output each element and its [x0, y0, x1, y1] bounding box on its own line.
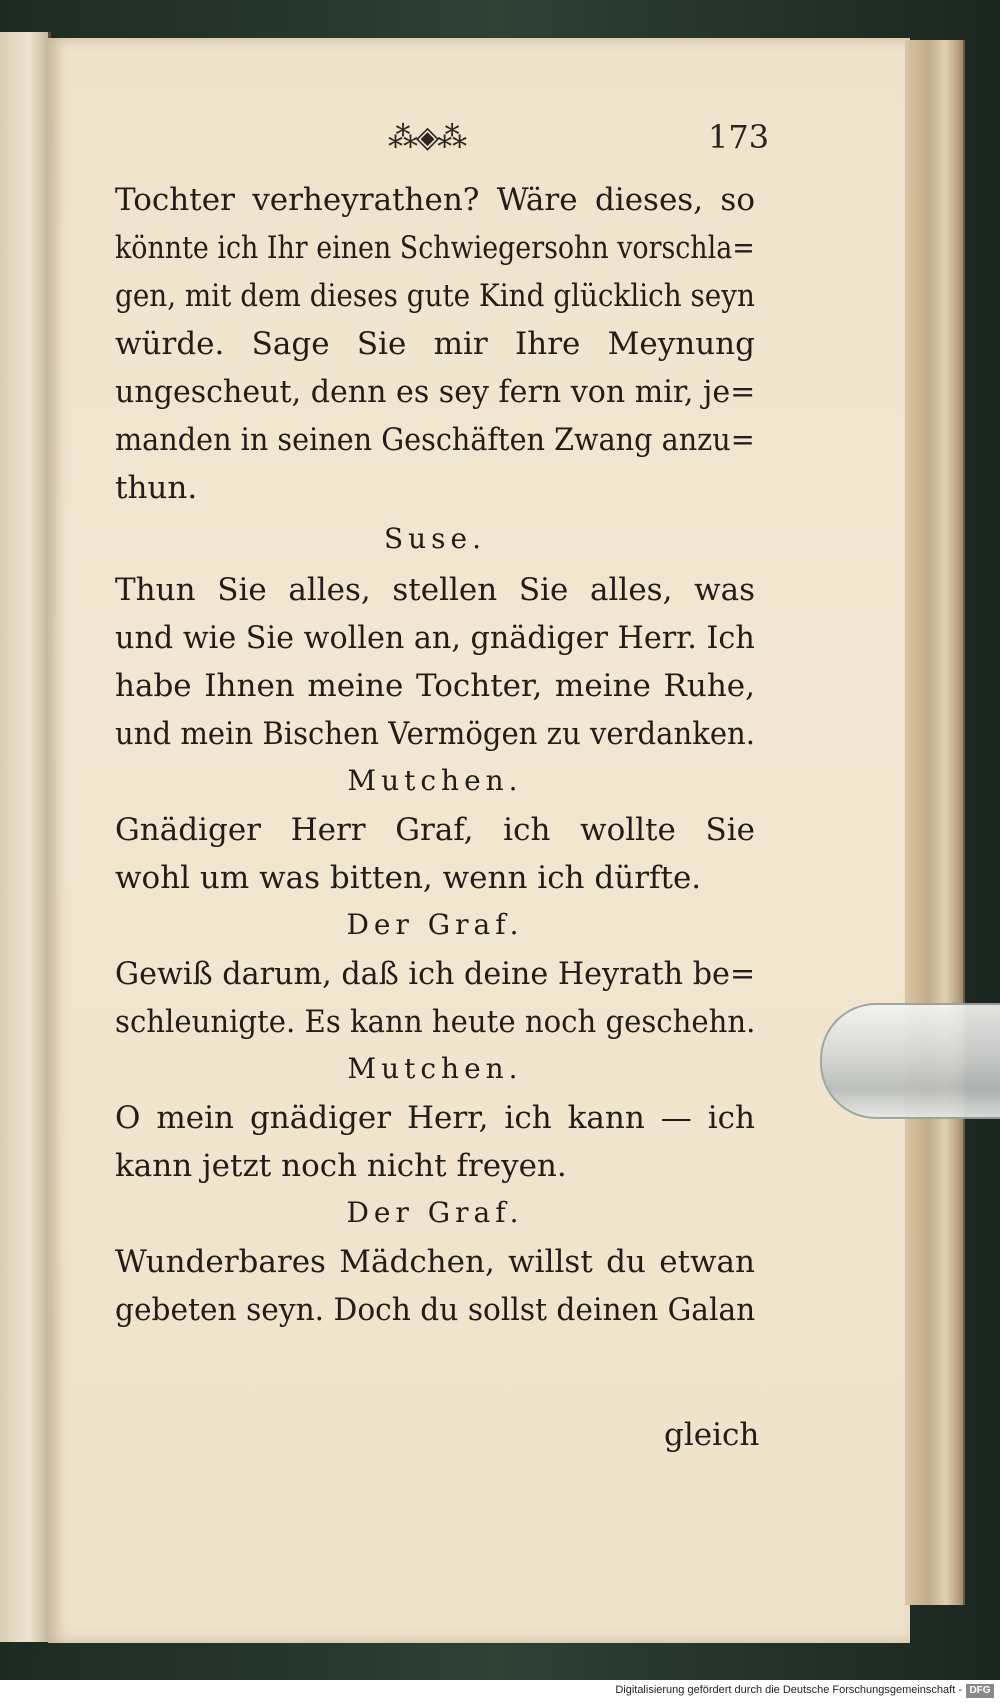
- catchword: gleich: [664, 1417, 760, 1453]
- text-line: Gnädiger Herr Graf, ich wollte Sie: [115, 812, 755, 848]
- text-line: kann jetzt noch nicht freyen.: [115, 1148, 567, 1184]
- text-line: könnte ich Ihr einen Schwiegersohn vorschla=: [115, 230, 755, 266]
- footer-credit: Digitalisierung gefördert durch die Deutsche Forschungsgemeinschaft -: [615, 1684, 962, 1696]
- text-line: gebeten seyn. Doch du sollst deinen Galan: [115, 1292, 756, 1328]
- text-line: und wie Sie wollen an, gnädiger Herr. Ich: [115, 620, 755, 656]
- speaker-mutchen: Mutchen.: [347, 1052, 523, 1085]
- text-line: wohl um was bitten, wenn ich dürfte.: [115, 860, 702, 896]
- text-line: thun.: [115, 470, 198, 506]
- speaker-suse: Suse.: [383, 522, 487, 555]
- page-holder-clip: [820, 1003, 1000, 1119]
- speaker-der-graf: Der Graf.: [346, 1196, 524, 1229]
- text-line: habe Ihnen meine Tochter, meine Ruhe,: [115, 668, 755, 704]
- text-line: Wunderbares Mädchen, willst du etwan: [115, 1244, 755, 1280]
- dfg-logo-icon: DFG: [966, 1684, 994, 1698]
- text-line: ungescheut, denn es sey fern von mir, je=: [115, 374, 756, 410]
- facing-page-edge: [0, 32, 51, 1642]
- text-line: manden in seinen Geschäften Zwang anzu=: [115, 422, 755, 458]
- text-line: gen, mit dem dieses gute Kind glücklich seyn: [115, 278, 755, 314]
- text-line: schleunigte. Es kann heute noch geschehn.: [115, 1004, 756, 1040]
- speaker-mutchen: Mutchen.: [347, 764, 523, 797]
- page-stack-edge: [905, 40, 965, 1605]
- text-line: Gewiß darum, daß ich deine Heyrath be=: [115, 956, 756, 992]
- text-line: und mein Bischen Vermögen zu verdanken.: [115, 716, 756, 752]
- text-line: Tochter verheyrathen? Wäre dieses, so: [115, 182, 755, 218]
- text-line: würde. Sage Sie mir Ihre Meynung: [115, 326, 755, 362]
- text-line: Thun Sie alles, stellen Sie alles, was: [115, 572, 755, 608]
- text-line: O mein gnädiger Herr, ich kann — ich: [115, 1100, 755, 1136]
- page-number: 173: [708, 118, 770, 156]
- speaker-der-graf: Der Graf.: [346, 908, 524, 941]
- header-ornament: ⁂◈⁂: [388, 120, 466, 155]
